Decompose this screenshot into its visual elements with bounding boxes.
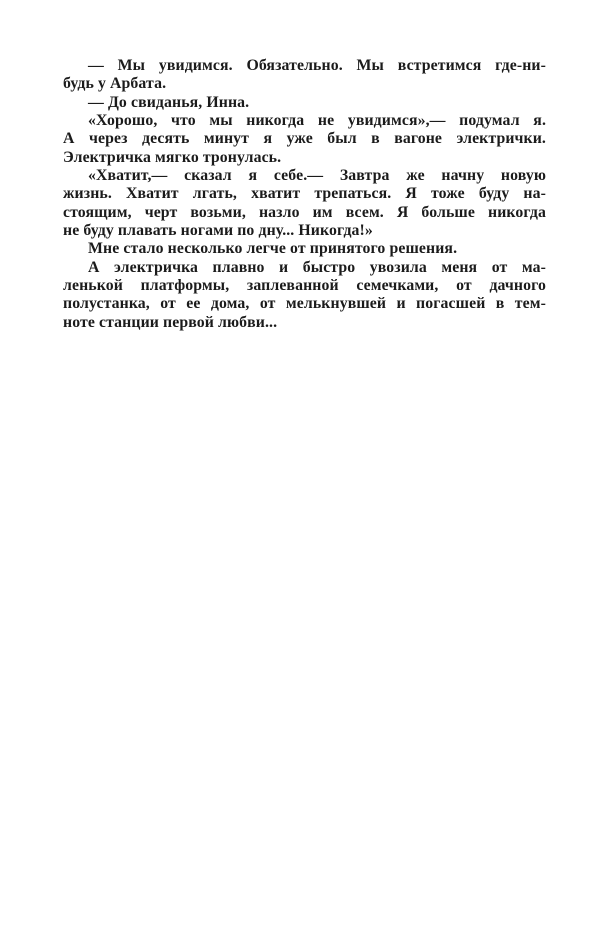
text-line: не буду плавать ногами по дну... Никогда!»	[63, 222, 373, 240]
text-line: А через десять минут я уже был в вагоне электрички.	[63, 130, 546, 148]
text-line: Электричка мягко тронулась.	[63, 148, 282, 166]
text-line: «Хватит,— сказал я себе.— Завтра же начну новую	[88, 167, 546, 185]
text-line: — До свиданья, Инна.	[88, 93, 250, 111]
text-line: полустанка, от ее дома, от мелькнувшей и погасшей в тем-	[63, 295, 546, 313]
text-line: А электричка плавно и быстро увозила меня от ма-	[88, 258, 546, 276]
text-line: ноте станции первой любви...	[63, 313, 278, 331]
text-line: «Хорошо, что мы никогда не увидимся»,— подумал я.	[88, 112, 546, 130]
text-line: ленькой платформы, заплеванной семечками, от дачного	[63, 277, 546, 295]
text-line: будь у Арбата.	[63, 75, 167, 93]
text-block	[63, 57, 546, 332]
text-line: Мне стало несколько легче от принятого решения.	[88, 240, 458, 258]
text-line: стоящим, черт возьми, назло им всем. Я больше никогда	[63, 203, 546, 221]
text-line: жизнь. Хватит лгать, хватит трепаться. Я тоже буду на-	[63, 185, 546, 203]
text-line: — Мы увидимся. Обязательно. Мы встретимся где-ни-	[88, 57, 546, 74]
